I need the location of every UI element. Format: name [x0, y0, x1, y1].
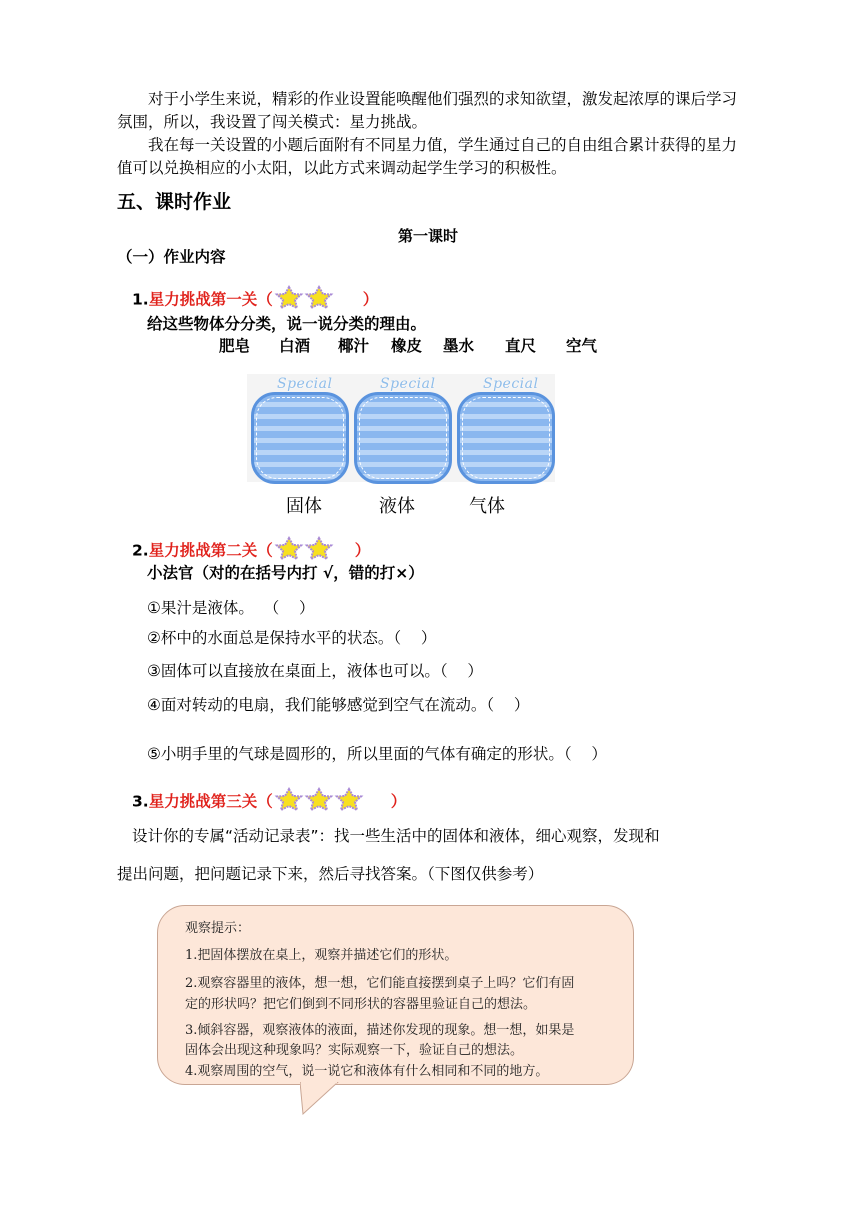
q1-title [132, 285, 378, 315]
box-label: Special [380, 376, 436, 392]
liquid-box [354, 392, 452, 484]
category-label-liquid: 液体 [379, 496, 415, 517]
classification-boxes-image [247, 374, 555, 482]
three-stars-icon [273, 787, 391, 817]
two-stars-icon [273, 285, 363, 315]
q1-number: 1. [132, 290, 149, 309]
q3-number: 3. [132, 792, 149, 811]
tips-line: 固体会出现这种现象吗？实际观察一下，验证自己的想法。 [185, 1043, 524, 1058]
tips-heading: 观察提示： [185, 921, 251, 936]
object-item: 橡皮 [391, 337, 423, 355]
q2-item-4: ④面对转动的电扇，我们能够感觉到空气在流动。（ ） [147, 696, 530, 714]
q3-title-close: ） [390, 792, 407, 811]
section-title: 五、课时作业 [117, 191, 232, 213]
intro-paragraph-1: 对于小学生来说，精彩的作业设置能唤醒他们强烈的求知欲望，激发起浓厚的课后学习氛围，所以，我设置了闯关模式：星力挑战。 [117, 90, 738, 131]
q2-instruction: 小法官（对的在括号内打 √，错的打×） [147, 564, 424, 582]
tips-line: 定的形状吗？把它们倒到不同形状的容器里验证自己的想法。 [185, 997, 537, 1012]
tips-line: 1.把固体摆放在桌上，观察并描述它们的形状。 [185, 948, 458, 963]
object-item: 墨水 [443, 337, 475, 355]
q2-title-close: ） [354, 541, 371, 560]
object-item: 直尺 [505, 337, 537, 355]
tips-line: 3.倾斜容器，观察液体的液面，描述你发现的现象。想一想，如果是 [185, 1023, 575, 1038]
q2-number: 2. [132, 541, 149, 560]
tips-line: 2.观察容器里的液体，想一想，它们能直接摆到桌子上吗？它们有固 [185, 976, 575, 991]
q1-title-open: 星力挑战第一关（ [148, 290, 273, 309]
lesson-title: 第一课时 [398, 227, 459, 245]
q2-item-5: ⑤小明手里的气球是圆形的，所以里面的气体有确定的形状。（ ） [147, 745, 607, 763]
speech-bubble-tail [300, 1082, 340, 1116]
q3-text-line-1: 设计你的专属“活动记录表”：找一些生活中的固体和液体，细心观察，发现和 [132, 827, 660, 845]
q1-title-close: ） [362, 290, 379, 309]
q1-instruction: 给这些物体分分类，说一说分类的理由。 [147, 315, 427, 333]
observation-tips-box [157, 905, 634, 1085]
q2-item-2: ②杯中的水面总是保持水平的状态。（ ） [147, 629, 437, 647]
object-item: 椰汁 [338, 337, 370, 355]
q2-item-1: ①果汁是液体。 （ ） [147, 599, 315, 617]
subsection-title: （一）作业内容 [117, 248, 226, 266]
object-item: 白酒 [279, 337, 311, 355]
q3-title-open: 星力挑战第三关（ [148, 792, 273, 811]
q3-title [132, 787, 406, 817]
q2-item-3: ③固体可以直接放在桌面上，液体也可以。（ ） [147, 662, 483, 680]
box-label: Special [277, 376, 333, 392]
object-item: 空气 [566, 337, 598, 355]
q2-title-open: 星力挑战第二关（ [148, 541, 273, 560]
solid-box [251, 392, 349, 484]
box-label: Special [483, 376, 539, 392]
tips-line: 4.观察周围的空气，说一说它和液体有什么相同和不同的地方。 [185, 1064, 549, 1079]
gas-box [457, 392, 555, 484]
intro-paragraph-2: 我在每一关设置的小题后面附有不同星力值，学生通过自己的自由组合累计获得的星力值可以兑换相应的小太阳，以此方式来调动起学生学习的积极性。 [117, 136, 738, 177]
object-item: 肥皂 [219, 337, 251, 355]
category-label-solid: 固体 [286, 496, 322, 517]
q3-text-line-2: 提出问题，把问题记录下来，然后寻找答案。（下图仅供参考） [117, 865, 544, 883]
category-label-gas: 气体 [469, 496, 505, 517]
